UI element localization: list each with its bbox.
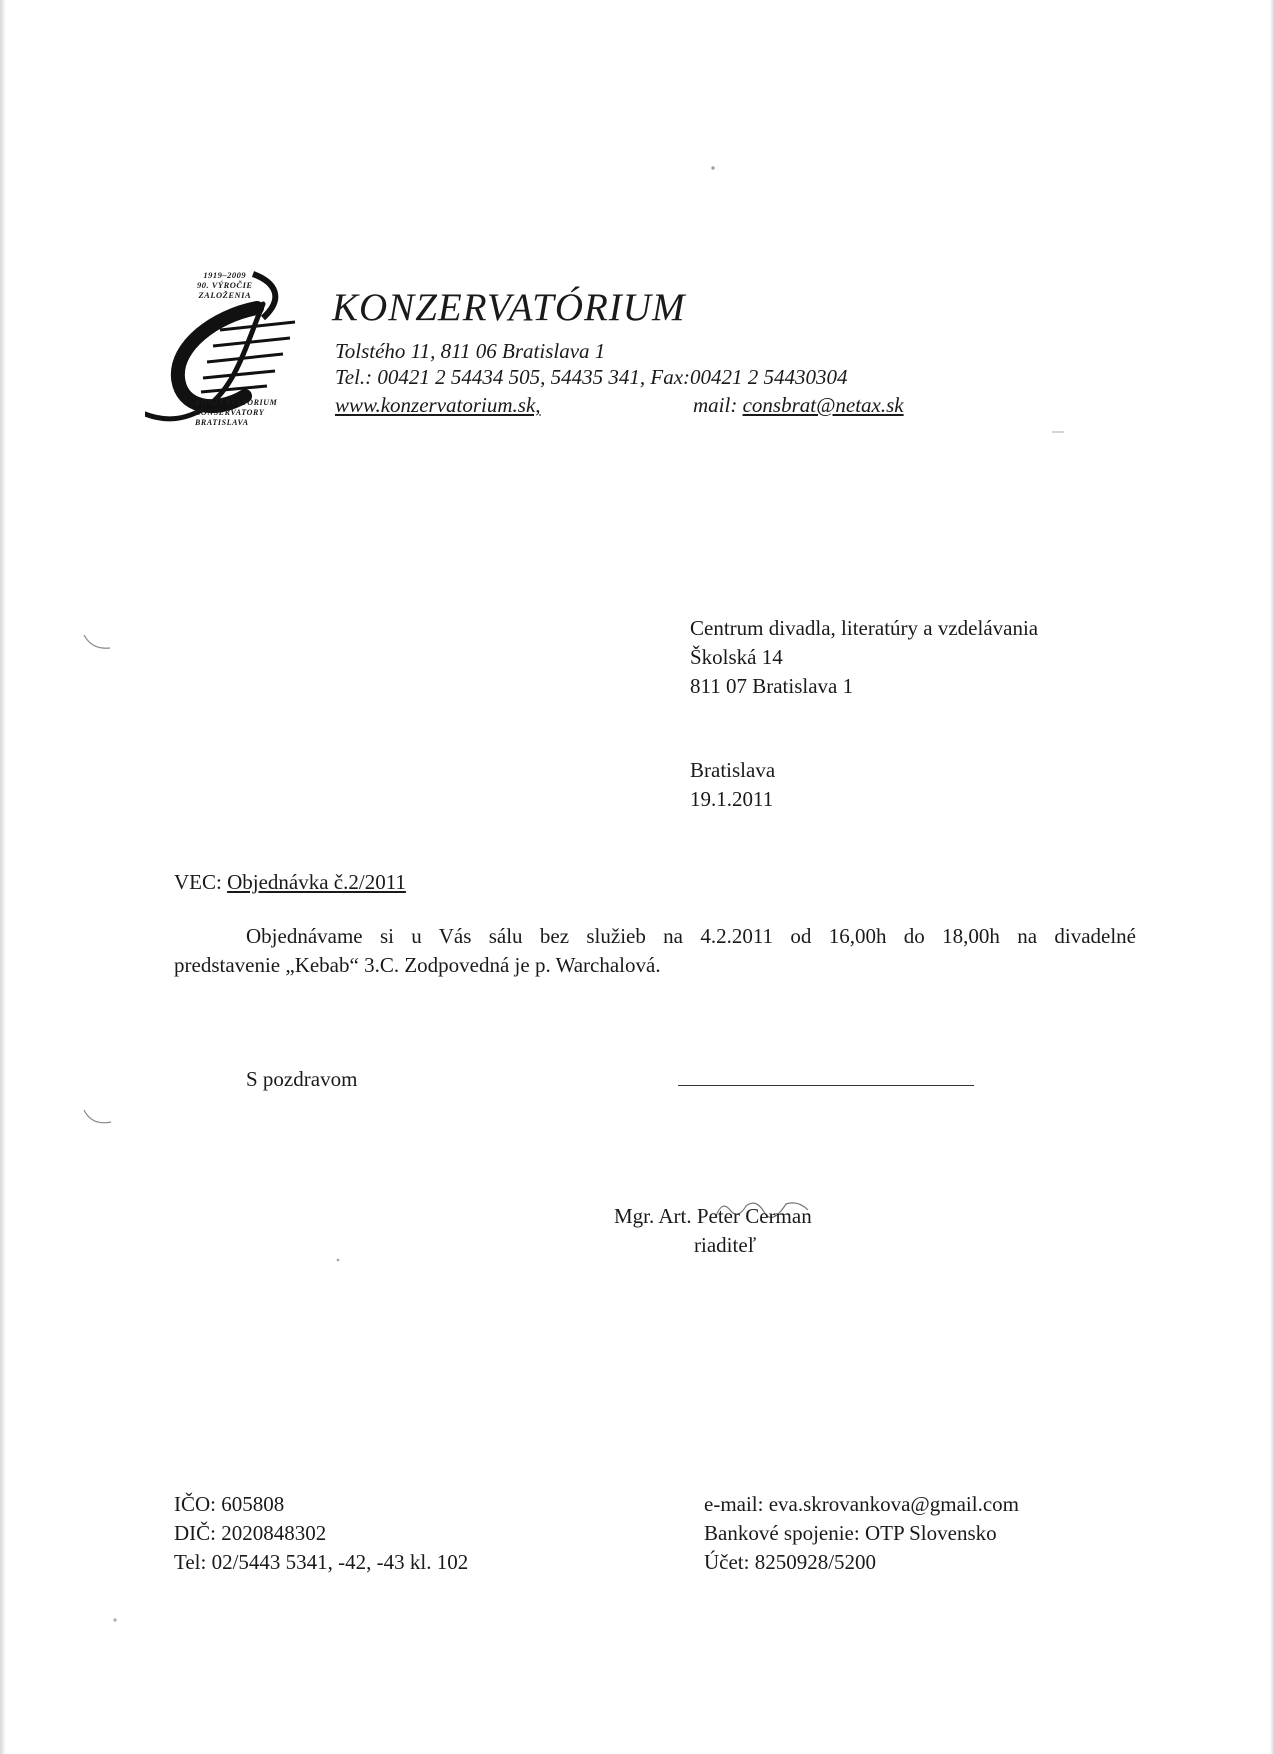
- recipient-address: [690, 614, 1038, 701]
- logo-institution-names: [195, 398, 277, 428]
- subject-label: VEC:: [174, 870, 222, 894]
- logo-year-line: 90. VÝROČIE: [197, 280, 253, 290]
- organization-name: KONZERVATÓRIUM: [332, 286, 686, 329]
- footer-line: DIČ: 2020848302: [174, 1521, 327, 1545]
- recipient-line: Školská 14: [690, 645, 783, 669]
- subject-reference: Objednávka č.2/2011: [227, 870, 406, 894]
- body-line: predstavenie „Kebab“ 3.C. Zodpovedná je p. Warchalová.: [174, 953, 661, 977]
- organization-website-link[interactable]: www.konzervatorium.sk,: [335, 393, 541, 417]
- logo-name-line: KONZERVATÓRIUM: [195, 398, 278, 407]
- greeting: S pozdravom: [246, 1067, 358, 1091]
- place: Bratislava: [690, 758, 776, 782]
- logo-anniversary-text: [197, 270, 253, 300]
- signer-name: Mgr. Art. Peter Cerman: [614, 1204, 812, 1228]
- footer-line: IČO: 605808: [174, 1492, 285, 1516]
- logo-name-line: BRATISLAVA: [195, 418, 249, 427]
- recipient-line: 811 07 Bratislava 1: [690, 674, 854, 698]
- organization-phone-fax: Tel.: 00421 2 54434 505, 54435 341, Fax:00421 2 54430304: [335, 365, 848, 389]
- footer-line: e-mail: eva.skrovankova@gmail.com: [704, 1492, 1019, 1516]
- organization-email-link[interactable]: consbrat@netax.sk: [742, 393, 904, 417]
- date: 19.1.2011: [690, 787, 774, 811]
- footer-contact-bank: [704, 1490, 1019, 1577]
- footer-line: Bankové spojenie: OTP Slovensko: [704, 1521, 997, 1545]
- signer-role: riaditeľ: [694, 1233, 757, 1257]
- subject-line: [174, 868, 406, 897]
- logo-year-line: ZALOŽENIA: [198, 290, 252, 300]
- organization-address: Tolstého 11, 811 06 Bratislava 1: [335, 339, 606, 363]
- body-line: Objednávame si u Vás sálu bez služieb na 4.2.2011 od 16,00h do 18,00h na divadelné: [246, 924, 1136, 948]
- footer-line: Účet: 8250928/5200: [704, 1550, 877, 1574]
- logo-year-line: 1919–2009: [203, 270, 247, 280]
- footer-company-ids: [174, 1490, 468, 1577]
- footer-line: Tel: 02/5443 5341, -42, -43 kl. 102: [174, 1550, 469, 1574]
- letter-body: [174, 922, 1136, 980]
- logo-name-line: CONSERVATORY: [195, 408, 265, 417]
- conservatory-logo: [145, 268, 305, 440]
- organization-mail: [693, 392, 904, 418]
- mail-label: mail:: [693, 393, 738, 417]
- place-and-date: [690, 756, 775, 814]
- recipient-line: Centrum divadla, literatúry a vzdelávania: [690, 616, 1039, 640]
- signature-line: [678, 1085, 974, 1087]
